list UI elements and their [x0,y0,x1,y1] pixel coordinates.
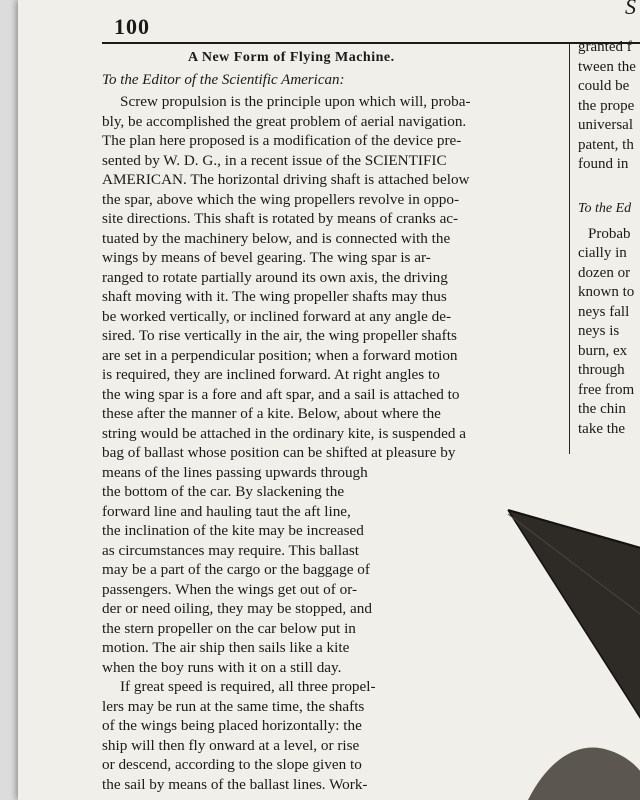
article-salutation: To the Editor of the Scientific American: [102,72,345,88]
article-line: are set in a perpendicular position; when a forward motion [102,346,458,364]
article-line: ship will then fly onward at a level, or rise [102,736,360,754]
right-column-line: known to [578,284,635,300]
right-column-line: could be [578,78,630,94]
article-line: passengers. When the wings get out of or- [102,580,358,598]
article-line: or descend, according to the slope given to [102,756,362,773]
article-line: tuated by the machinery below, and is connected with the [102,229,451,247]
right-column-heading: To the Ed [578,200,632,216]
article-line: motion. The air ship then sails like a kite [102,639,350,656]
right-column-line: found in [578,156,629,172]
article-line: these after the manner of a kite. Below, about where the [102,405,441,422]
article-line: The plan here proposed is a modification of the device pre- [102,132,462,149]
right-column-line: cially in [578,245,627,261]
article-line: may be a part of the cargo or the baggage of [102,561,370,578]
right-column-line: neys is [578,323,620,339]
article-line: string would be attached in the ordinary kite, is suspended a [102,424,466,442]
article-line: shaft moving with it. The wing propeller shafts may thus [102,288,447,305]
newspaper-page [18,0,640,800]
article-line: the sail by means of the ballast lines. Work- [102,775,368,793]
article-line: wings by means of bevel gearing. The wing spar is ar- [102,249,431,266]
article-line: of the wings being placed horizontally: the [102,717,362,734]
right-column-line: patent, th [578,136,634,153]
right-column-line: tween the [578,58,636,75]
article-line: If great speed is required, all three propel- [120,678,376,695]
article-line: the spar, above which the wing propellers revolve in oppo- [102,190,460,208]
article-line: der or need oiling, they may be stopped, and [102,600,372,617]
flying-machine-illustration [448,500,640,800]
article-line: sented by W. D. G., in a recent issue of the SCIENTIFIC [102,151,447,169]
article-line: the bottom of the car. By slackening the [102,483,345,500]
right-column-line: dozen or [578,264,631,281]
page-number: 100 [114,14,150,39]
article-line: Screw propulsion is the principle upon which will, proba- [120,93,471,110]
right-column-line: universal [578,117,633,133]
article-line: be worked vertically, or inclined forward at any angle de- [102,307,452,325]
right-column-line: take the [578,420,626,437]
right-column-line: the prope [578,97,635,114]
article-line: forward line and hauling taut the aft line, [102,502,351,520]
right-column-line: Probab [588,225,631,242]
right-column-line: through [578,362,625,378]
article-line: bag of ballast whose position can be shifted at pleasure by [102,444,456,461]
article-line: the wing spar is a fore and aft spar, and a sail is attached to [102,385,460,403]
article-line: site directions. This shaft is rotated by means of cranks ac- [102,210,459,227]
article-line: AMERICAN. The horizontal driving shaft is attached below [102,171,470,188]
right-column-line: granted f [578,39,632,55]
header-rule [102,42,640,44]
article-line: when the boy runs with it on a still day. [102,658,342,676]
article-line: ranged to rotate partially around its own axis, the driving [102,268,448,286]
right-column-line: neys fall [578,303,630,320]
article-line: the stern propeller on the car below put in [102,619,356,637]
article-title: A New Form of Flying Machine. [188,50,395,65]
right-column-line: the chin [578,401,626,417]
corner-fragment: S [625,0,636,19]
article-line: bly, be accomplished the great problem of aerial navigation. [102,112,467,130]
right-column-line: free from [578,381,635,398]
article-line: as circumstances may require. This ballast [102,541,359,559]
article-line: the inclination of the kite may be increased [102,522,364,539]
article-line: means of the lines passing upwards through [102,463,368,481]
article-line: sired. To rise vertically in the air, the wing propeller shafts [102,327,457,344]
engraving-cloud-shading [528,747,640,800]
article-line: lers may be run at the same time, the shafts [102,697,365,715]
right-column-line: burn, ex [578,342,628,359]
article-line: is required, they are inclined forward. At right angles to [102,366,440,383]
right-column [570,38,640,443]
